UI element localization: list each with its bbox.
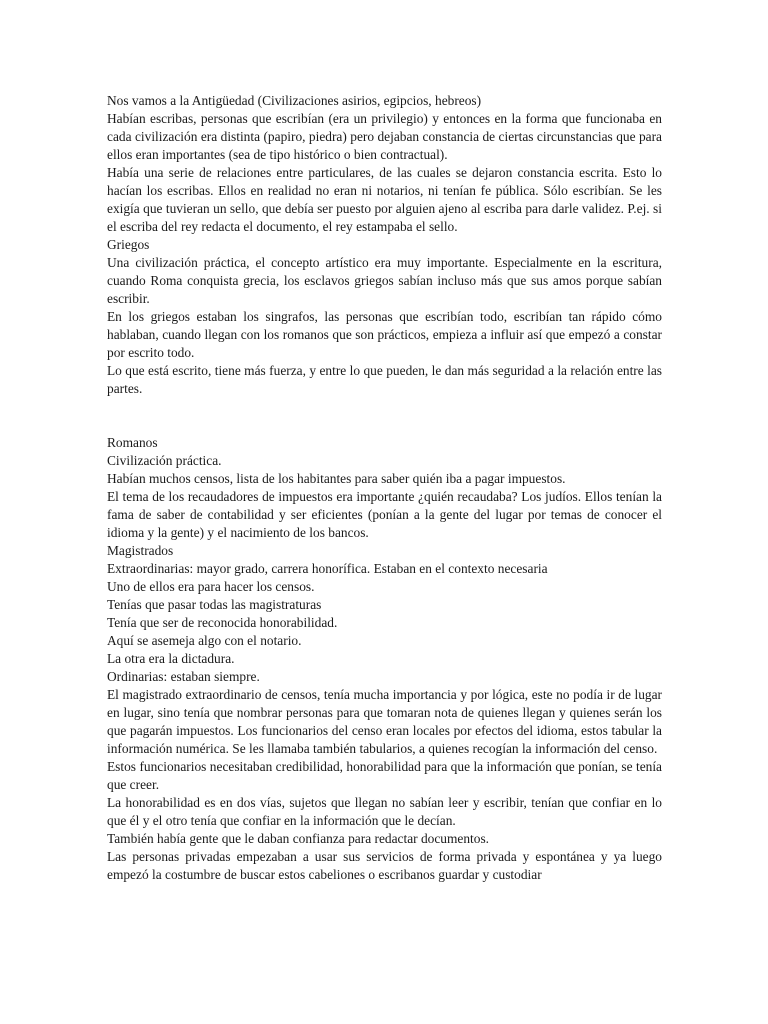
line-civilizacion-practica: Civilización práctica. xyxy=(107,453,222,468)
line-ordinarias: Ordinarias: estaban siempre. xyxy=(107,669,260,684)
heading-griegos: Griegos xyxy=(107,237,150,252)
document-page xyxy=(107,92,662,884)
line-confianza: También había gente que le daban confianza para redactar documentos. xyxy=(107,831,489,846)
paragraph-recaudadores: El tema de los recaudadores de impuestos era importante ¿quién recaudaba? Los judíos. Ellos tenían la fama de saber de contabilidad y ser eficientes (ponían a la gente del lugar por temas de conocer el idioma y la gente) y el nacimiento de los bancos. xyxy=(107,489,662,540)
paragraph-escrito-fuerza: Lo que está escrito, tiene más fuerza, y entre lo que pueden, le dan más seguridad a la relación entre las partes. xyxy=(107,363,662,396)
line-dictadura: La otra era la dictadura. xyxy=(107,651,235,666)
paragraph-personas-privadas: Las personas privadas empezaban a usar sus servicios de forma privada y espontánea y ya luego empezó la costumbre de buscar estos cabeliones o escribanos guardar y custodiar xyxy=(107,849,662,882)
section-spacer xyxy=(107,398,662,434)
line-magistraturas: Tenías que pasar todas las magistraturas xyxy=(107,597,322,612)
paragraph-magistrado-censos: El magistrado extraordinario de censos, tenía mucha importancia y por lógica, este no podía ir de lugar en lugar, sino tenía que nombrar personas para que tomaran nota de quienes llegan y quienes serán los que pagarán impuestos. Los funcionarios del censo eran locales por efectos del idioma, estos tabular la información numérica. Se les llamaba también tabularios, a quienes recogían la información del censo. xyxy=(107,687,662,756)
line-honorabilidad: Tenía que ser de reconocida honorabilidad. xyxy=(107,615,338,630)
heading-romanos: Romanos xyxy=(107,435,158,450)
paragraph-credibilidad: Estos funcionarios necesitaban credibilidad, honorabilidad para que la información que ponían, se tenía que creer. xyxy=(107,759,662,792)
heading-magistrados: Magistrados xyxy=(107,543,174,558)
paragraph-civilizacion-griega: Una civilización práctica, el concepto artístico era muy importante. Especialmente en la escritura, cuando Roma conquista grecia, los esclavos griegos sabían incluso más que sus amos porque sabían escribir. xyxy=(107,255,662,306)
line-extraordinarias: Extraordinarias: mayor grado, carrera honorífica. Estaban en el contexto necesaria xyxy=(107,561,548,576)
line-censos: Habían muchos censos, lista de los habitantes para saber quién iba a pagar impuestos. xyxy=(107,471,566,486)
intro-heading-line: Nos vamos a la Antigüedad (Civilizaciones asirios, egipcios, hebreos) xyxy=(107,93,482,108)
paragraph-dos-vias: La honorabilidad es en dos vías, sujetos que llegan no sabían leer y escribir, tenían que confiar en lo que él y el otro tenía que confiar en la información que le decían. xyxy=(107,795,662,828)
paragraph-escribas: Habían escribas, personas que escribían (era un privilegio) y entonces en la forma que funcionaba en cada civilización era distinta (papiro, piedra) pero dejaban constancia de ciertas circunstancias que para ellos eran importantes (sea de tipo histórico o bien contractual). xyxy=(107,111,662,162)
paragraph-singrafos: En los griegos estaban los singrafos, las personas que escribían todo, escribían tan rápido cómo hablaban, cuando llegan con los romanos que son prácticos, empieza a influir así que empezó a constar por escrito todo. xyxy=(107,309,662,360)
paragraph-relaciones: Había una serie de relaciones entre particulares, de las cuales se dejaron constancia escrita. Esto lo hacían los escribas. Ellos en realidad no eran ni notarios, ni tenían fe pública. Sólo escribían. Se les exigía que tuvieran un sello, que debía ser puesto por alguien ajeno al escriba para darle validez. P.ej. si el escriba del rey redacta el documento, el rey estampaba el sello. xyxy=(107,165,662,234)
line-censos-uno: Uno de ellos era para hacer los censos. xyxy=(107,579,315,594)
line-notario: Aquí se asemeja algo con el notario. xyxy=(107,633,302,648)
